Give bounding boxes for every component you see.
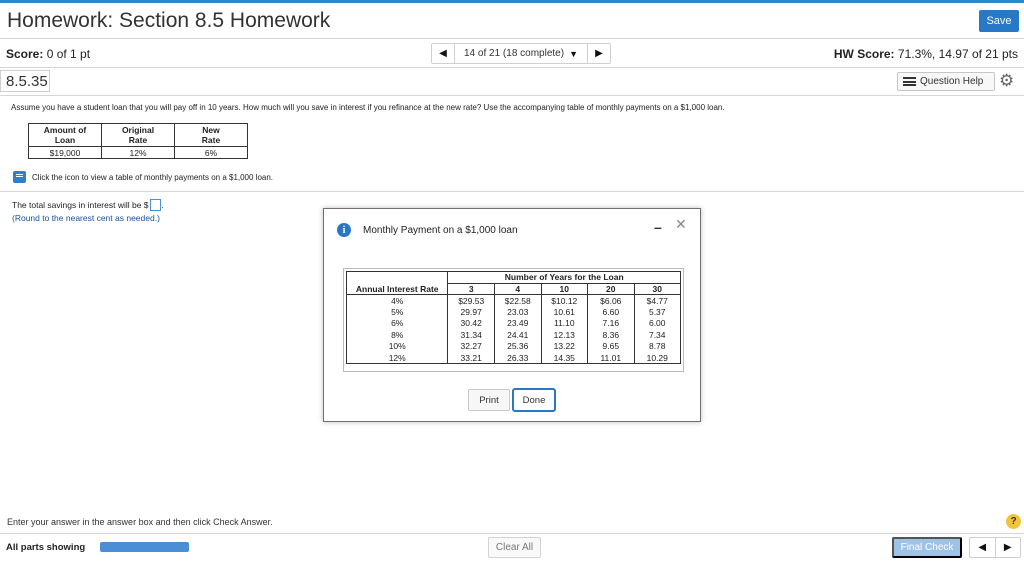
given-loan-table [28, 123, 248, 159]
rate-cell: 10% [347, 341, 448, 353]
dialog-title: Monthly Payment on a $1,000 loan [363, 225, 518, 236]
score-value: 0 of 1 pt [46, 47, 91, 61]
payment-cell: 24.41 [494, 329, 541, 341]
next-question-button[interactable]: ▶ [595, 48, 603, 59]
question-help-button[interactable] [897, 72, 995, 91]
divider [0, 95, 1024, 96]
payment-table [346, 271, 681, 364]
list-icon [903, 77, 916, 86]
payment-cell: 7.16 [588, 318, 634, 330]
answer-prefix: The total savings in interest will be $ [12, 200, 149, 210]
question-prompt: Assume you have a student loan that you will pay off in 10 years. How much will you save in interest if you refinance at the new rate? Use the accompanying table of monthly payments on a $1,000 loan. [11, 103, 725, 112]
payment-cell: 14.35 [541, 352, 588, 364]
given-cell-original-rate: 12% [102, 147, 175, 159]
years-header-30: 30 [634, 283, 681, 295]
payment-table-dialog [323, 208, 701, 422]
payment-cell: 7.34 [634, 329, 681, 341]
table-row [347, 329, 681, 341]
payment-cell: 8.36 [588, 329, 634, 341]
rate-cell: 8% [347, 329, 448, 341]
final-check-button[interactable]: Final Check [892, 537, 962, 558]
payment-cell: 26.33 [494, 352, 541, 364]
score-label: Score: [6, 47, 44, 61]
top-accent-bar [0, 0, 1024, 3]
payment-cell: $6.06 [588, 295, 634, 307]
payment-cell: $29.53 [448, 295, 495, 307]
given-header-original-rate: Original Rate [102, 124, 175, 147]
caret-down-icon: ▼ [569, 48, 578, 59]
question-number: 8.5.35 [0, 70, 50, 92]
bottom-navigator [969, 537, 1021, 558]
table-row [347, 306, 681, 318]
payment-cell: 8.78 [634, 341, 681, 353]
progress-fill [100, 542, 189, 552]
years-header-3: 3 [448, 283, 495, 295]
gear-icon[interactable]: ⚙ [999, 71, 1015, 90]
rate-cell: 5% [347, 306, 448, 318]
payment-cell: 5.37 [634, 306, 681, 318]
previous-question-button[interactable]: ◀ [978, 542, 987, 553]
payment-cell: 30.42 [448, 318, 495, 330]
answer-line [12, 199, 164, 211]
payment-cell: 13.22 [541, 341, 588, 353]
divider [0, 38, 1024, 39]
payment-cell: 10.29 [634, 352, 681, 364]
table-row [347, 295, 681, 307]
page-title: Homework: Section 8.5 Homework [7, 9, 331, 32]
given-cell-new-rate: 6% [175, 147, 248, 159]
payment-cell: 11.01 [588, 352, 634, 364]
payment-cell: 32.27 [448, 341, 495, 353]
divider [0, 191, 1024, 192]
parts-progress-bar [100, 542, 189, 552]
payment-cell: $4.77 [634, 295, 681, 307]
years-header-20: 20 [588, 283, 634, 295]
hw-score-display [834, 47, 1018, 61]
question-progress: 14 of 21 (18 complete) [464, 48, 565, 59]
payment-cell: 10.61 [541, 306, 588, 318]
payment-cell: 29.97 [448, 306, 495, 318]
rate-column-header: Annual Interest Rate [347, 283, 448, 295]
rounding-note: (Round to the nearest cent as needed.) [12, 213, 160, 223]
rate-cell: 6% [347, 318, 448, 330]
table-row [347, 352, 681, 364]
parts-showing-label: All parts showing [6, 542, 86, 553]
help-icon[interactable]: ? [1006, 514, 1021, 529]
payment-cell: 25.36 [494, 341, 541, 353]
rate-cell: 4% [347, 295, 448, 307]
given-header-amount: Amount of Loan [29, 124, 102, 147]
payment-cell: 23.03 [494, 306, 541, 318]
table-row [347, 318, 681, 330]
payment-cell: 31.34 [448, 329, 495, 341]
years-group-header: Number of Years for the Loan [448, 272, 681, 284]
table-corner [347, 272, 448, 284]
question-select-dropdown[interactable] [454, 44, 588, 63]
payment-cell: 6.00 [634, 318, 681, 330]
answer-suffix: . [161, 200, 164, 210]
question-navigator [431, 43, 611, 64]
footer-instruction: Enter your answer in the answer box and then click Check Answer. [7, 517, 273, 527]
print-button[interactable]: Print [468, 389, 510, 411]
table-row [347, 341, 681, 353]
hw-score-value: 71.3%, 14.97 of 21 pts [897, 47, 1018, 61]
minimize-icon[interactable]: – [654, 219, 662, 235]
given-cell-amount: $19,000 [29, 147, 102, 159]
score-display [6, 47, 90, 61]
close-icon[interactable]: ✕ [675, 216, 687, 232]
payment-cell: 11.10 [541, 318, 588, 330]
payment-cell: $10.12 [541, 295, 588, 307]
payment-cell: 6.60 [588, 306, 634, 318]
years-header-4: 4 [494, 283, 541, 295]
save-button[interactable]: Save [979, 10, 1019, 32]
payment-cell: $22.58 [494, 295, 541, 307]
payment-cell: 9.65 [588, 341, 634, 353]
years-header-10: 10 [541, 283, 588, 295]
clear-all-button[interactable]: Clear All [488, 537, 541, 558]
given-header-new-rate: New Rate [175, 124, 248, 147]
click-icon-instruction: Click the icon to view a table of monthly payments on a $1,000 loan. [32, 173, 274, 182]
previous-question-button[interactable]: ◀ [439, 48, 447, 59]
answer-input[interactable] [150, 199, 161, 211]
payment-cell: 33.21 [448, 352, 495, 364]
payment-cell: 23.49 [494, 318, 541, 330]
divider [0, 533, 1024, 534]
done-button[interactable]: Done [512, 388, 556, 412]
rate-cell: 12% [347, 352, 448, 364]
next-question-button[interactable]: ▶ [995, 538, 1021, 557]
hw-score-label: HW Score: [833, 47, 895, 61]
book-icon[interactable] [13, 171, 26, 183]
question-help-label: Question Help [920, 76, 984, 87]
info-icon: i [337, 223, 351, 237]
payment-table-frame [343, 268, 684, 372]
divider [0, 67, 1024, 68]
payment-cell: 12.13 [541, 329, 588, 341]
